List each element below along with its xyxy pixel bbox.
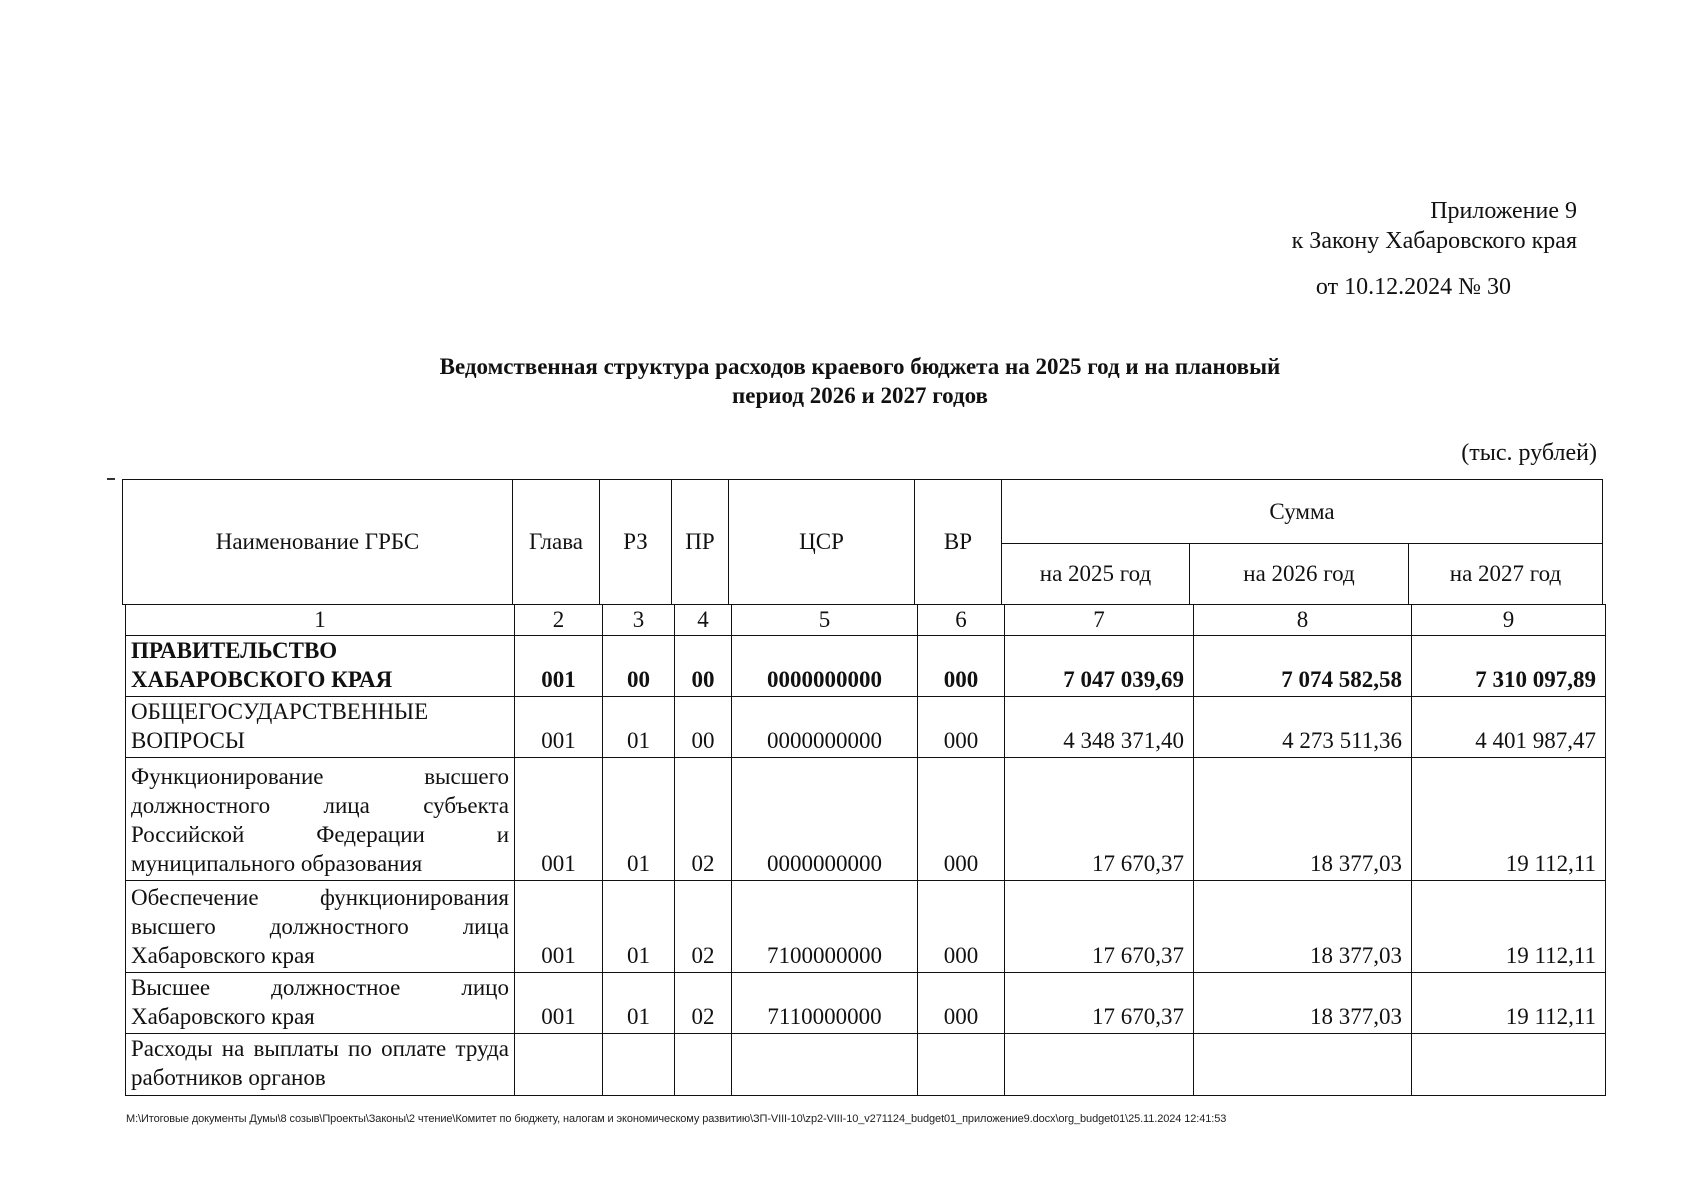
row-name: Расходы на выплаты по оплате труда работников органов (126, 1034, 515, 1096)
row-glava: 001 (515, 881, 603, 973)
appendix-block (1292, 196, 1577, 302)
row-csr: 7110000000 (732, 973, 918, 1034)
units-label: (тыс. рублей) (1461, 440, 1597, 466)
row-vr: 000 (918, 881, 1005, 973)
file-path-footer: M:\Итоговые документы Думы\8 созыв\Проекты\Законы\2 чтение\Комитет по бюджету, налогам и экономическому развитию\ЗП-VIII-10\zp2-VIII-10_v271124_budget01_приложение9.docx\org_budget01\25.11.2024 12:41:53 (126, 1113, 1227, 1125)
row-sum-2027: 7 310 097,89 (1412, 636, 1606, 697)
col-number: 7 (1005, 605, 1194, 636)
row-sum-2027: 19 112,11 (1412, 973, 1606, 1034)
row-sum-2026: 18 377,03 (1194, 973, 1412, 1034)
row-glava (515, 1034, 603, 1096)
table-row (126, 973, 1606, 1034)
appendix-number: Приложение 9 (1430, 198, 1577, 224)
header-2026: на 2026 год (1190, 544, 1409, 605)
row-rz: 01 (603, 697, 675, 758)
row-sum-2027: 4 401 987,47 (1412, 697, 1606, 758)
title-line-1: Ведомственная структура расходов краевого бюджета на 2025 год и на плановый (439, 354, 1281, 379)
row-glava: 001 (515, 697, 603, 758)
header-2025: на 2025 год (1002, 544, 1190, 605)
header-csr: ЦСР (729, 480, 915, 605)
col-number: 3 (603, 605, 675, 636)
row-vr: 000 (918, 973, 1005, 1034)
row-pr: 02 (675, 881, 732, 973)
row-vr (918, 1034, 1005, 1096)
row-sum-2025: 4 348 371,40 (1005, 697, 1194, 758)
table-row (126, 636, 1606, 697)
col-number: 1 (126, 605, 515, 636)
column-numbers-row (126, 605, 1606, 636)
row-sum-2026 (1194, 1034, 1412, 1096)
row-sum-2026: 18 377,03 (1194, 881, 1412, 973)
row-name: Функционирование высшего должностного лица субъекта Российской Федерации и муниципального образования (126, 758, 515, 881)
col-number: 9 (1412, 605, 1606, 636)
row-glava: 001 (515, 758, 603, 881)
row-csr: 0000000000 (732, 636, 918, 697)
row-vr: 000 (918, 758, 1005, 881)
row-rz: 01 (603, 758, 675, 881)
header-2027: на 2027 год (1409, 544, 1603, 605)
row-sum-2025: 17 670,37 (1005, 973, 1194, 1034)
row-sum-2027: 19 112,11 (1412, 758, 1606, 881)
row-rz: 01 (603, 973, 675, 1034)
table-row (126, 1034, 1606, 1096)
header-rz: РЗ (600, 480, 672, 605)
row-name: ПРАВИТЕЛЬСТВО ХАБАРОВСКОГО КРАЯ (126, 636, 515, 697)
col-number: 4 (675, 605, 732, 636)
row-vr: 000 (918, 697, 1005, 758)
header-name: Наименование ГРБС (123, 480, 513, 605)
row-pr: 02 (675, 758, 732, 881)
appendix-date: от 10.12.2024 № 30 (1315, 274, 1511, 300)
row-sum-2025: 17 670,37 (1005, 758, 1194, 881)
col-number: 6 (918, 605, 1005, 636)
row-pr: 00 (675, 697, 732, 758)
row-sum-2026: 18 377,03 (1194, 758, 1412, 881)
row-csr: 0000000000 (732, 758, 918, 881)
row-vr: 000 (918, 636, 1005, 697)
row-sum-2027: 19 112,11 (1412, 881, 1606, 973)
row-rz (603, 1034, 675, 1096)
row-csr: 7100000000 (732, 881, 918, 973)
table-row (126, 697, 1606, 758)
row-sum-2026: 4 273 511,36 (1194, 697, 1412, 758)
header-pr: ПР (672, 480, 729, 605)
header-sum: Сумма (1002, 480, 1603, 544)
title-line-2: период 2026 и 2027 годов (732, 383, 988, 408)
row-glava: 001 (515, 636, 603, 697)
row-name: Обеспечение функционирования высшего должностного лица Хабаровского края (126, 881, 515, 973)
row-name: Высшее должностное лицо Хабаровского края (126, 973, 515, 1034)
row-sum-2025: 17 670,37 (1005, 881, 1194, 973)
row-sum-2025: 7 047 039,69 (1005, 636, 1194, 697)
expenditure-table (125, 604, 1606, 1096)
header-vr: ВР (915, 480, 1002, 605)
row-pr: 00 (675, 636, 732, 697)
row-rz: 00 (603, 636, 675, 697)
col-number: 8 (1194, 605, 1412, 636)
row-name: ОБЩЕГОСУДАРСТВЕННЫЕ ВОПРОСЫ (126, 697, 515, 758)
row-glava: 001 (515, 973, 603, 1034)
row-pr: 02 (675, 973, 732, 1034)
table-row (126, 881, 1606, 973)
document-title (260, 352, 1460, 410)
row-csr: 0000000000 (732, 697, 918, 758)
row-rz: 01 (603, 881, 675, 973)
row-csr (732, 1034, 918, 1096)
appendix-law: к Закону Хабаровского края (1291, 228, 1577, 254)
table-header (122, 479, 1603, 605)
scan-mark (107, 478, 115, 480)
row-sum-2025 (1005, 1034, 1194, 1096)
header-glava: Глава (513, 480, 600, 605)
row-sum-2026: 7 074 582,58 (1194, 636, 1412, 697)
col-number: 5 (732, 605, 918, 636)
col-number: 2 (515, 605, 603, 636)
row-pr (675, 1034, 732, 1096)
row-sum-2027 (1412, 1034, 1606, 1096)
table-row (126, 758, 1606, 881)
